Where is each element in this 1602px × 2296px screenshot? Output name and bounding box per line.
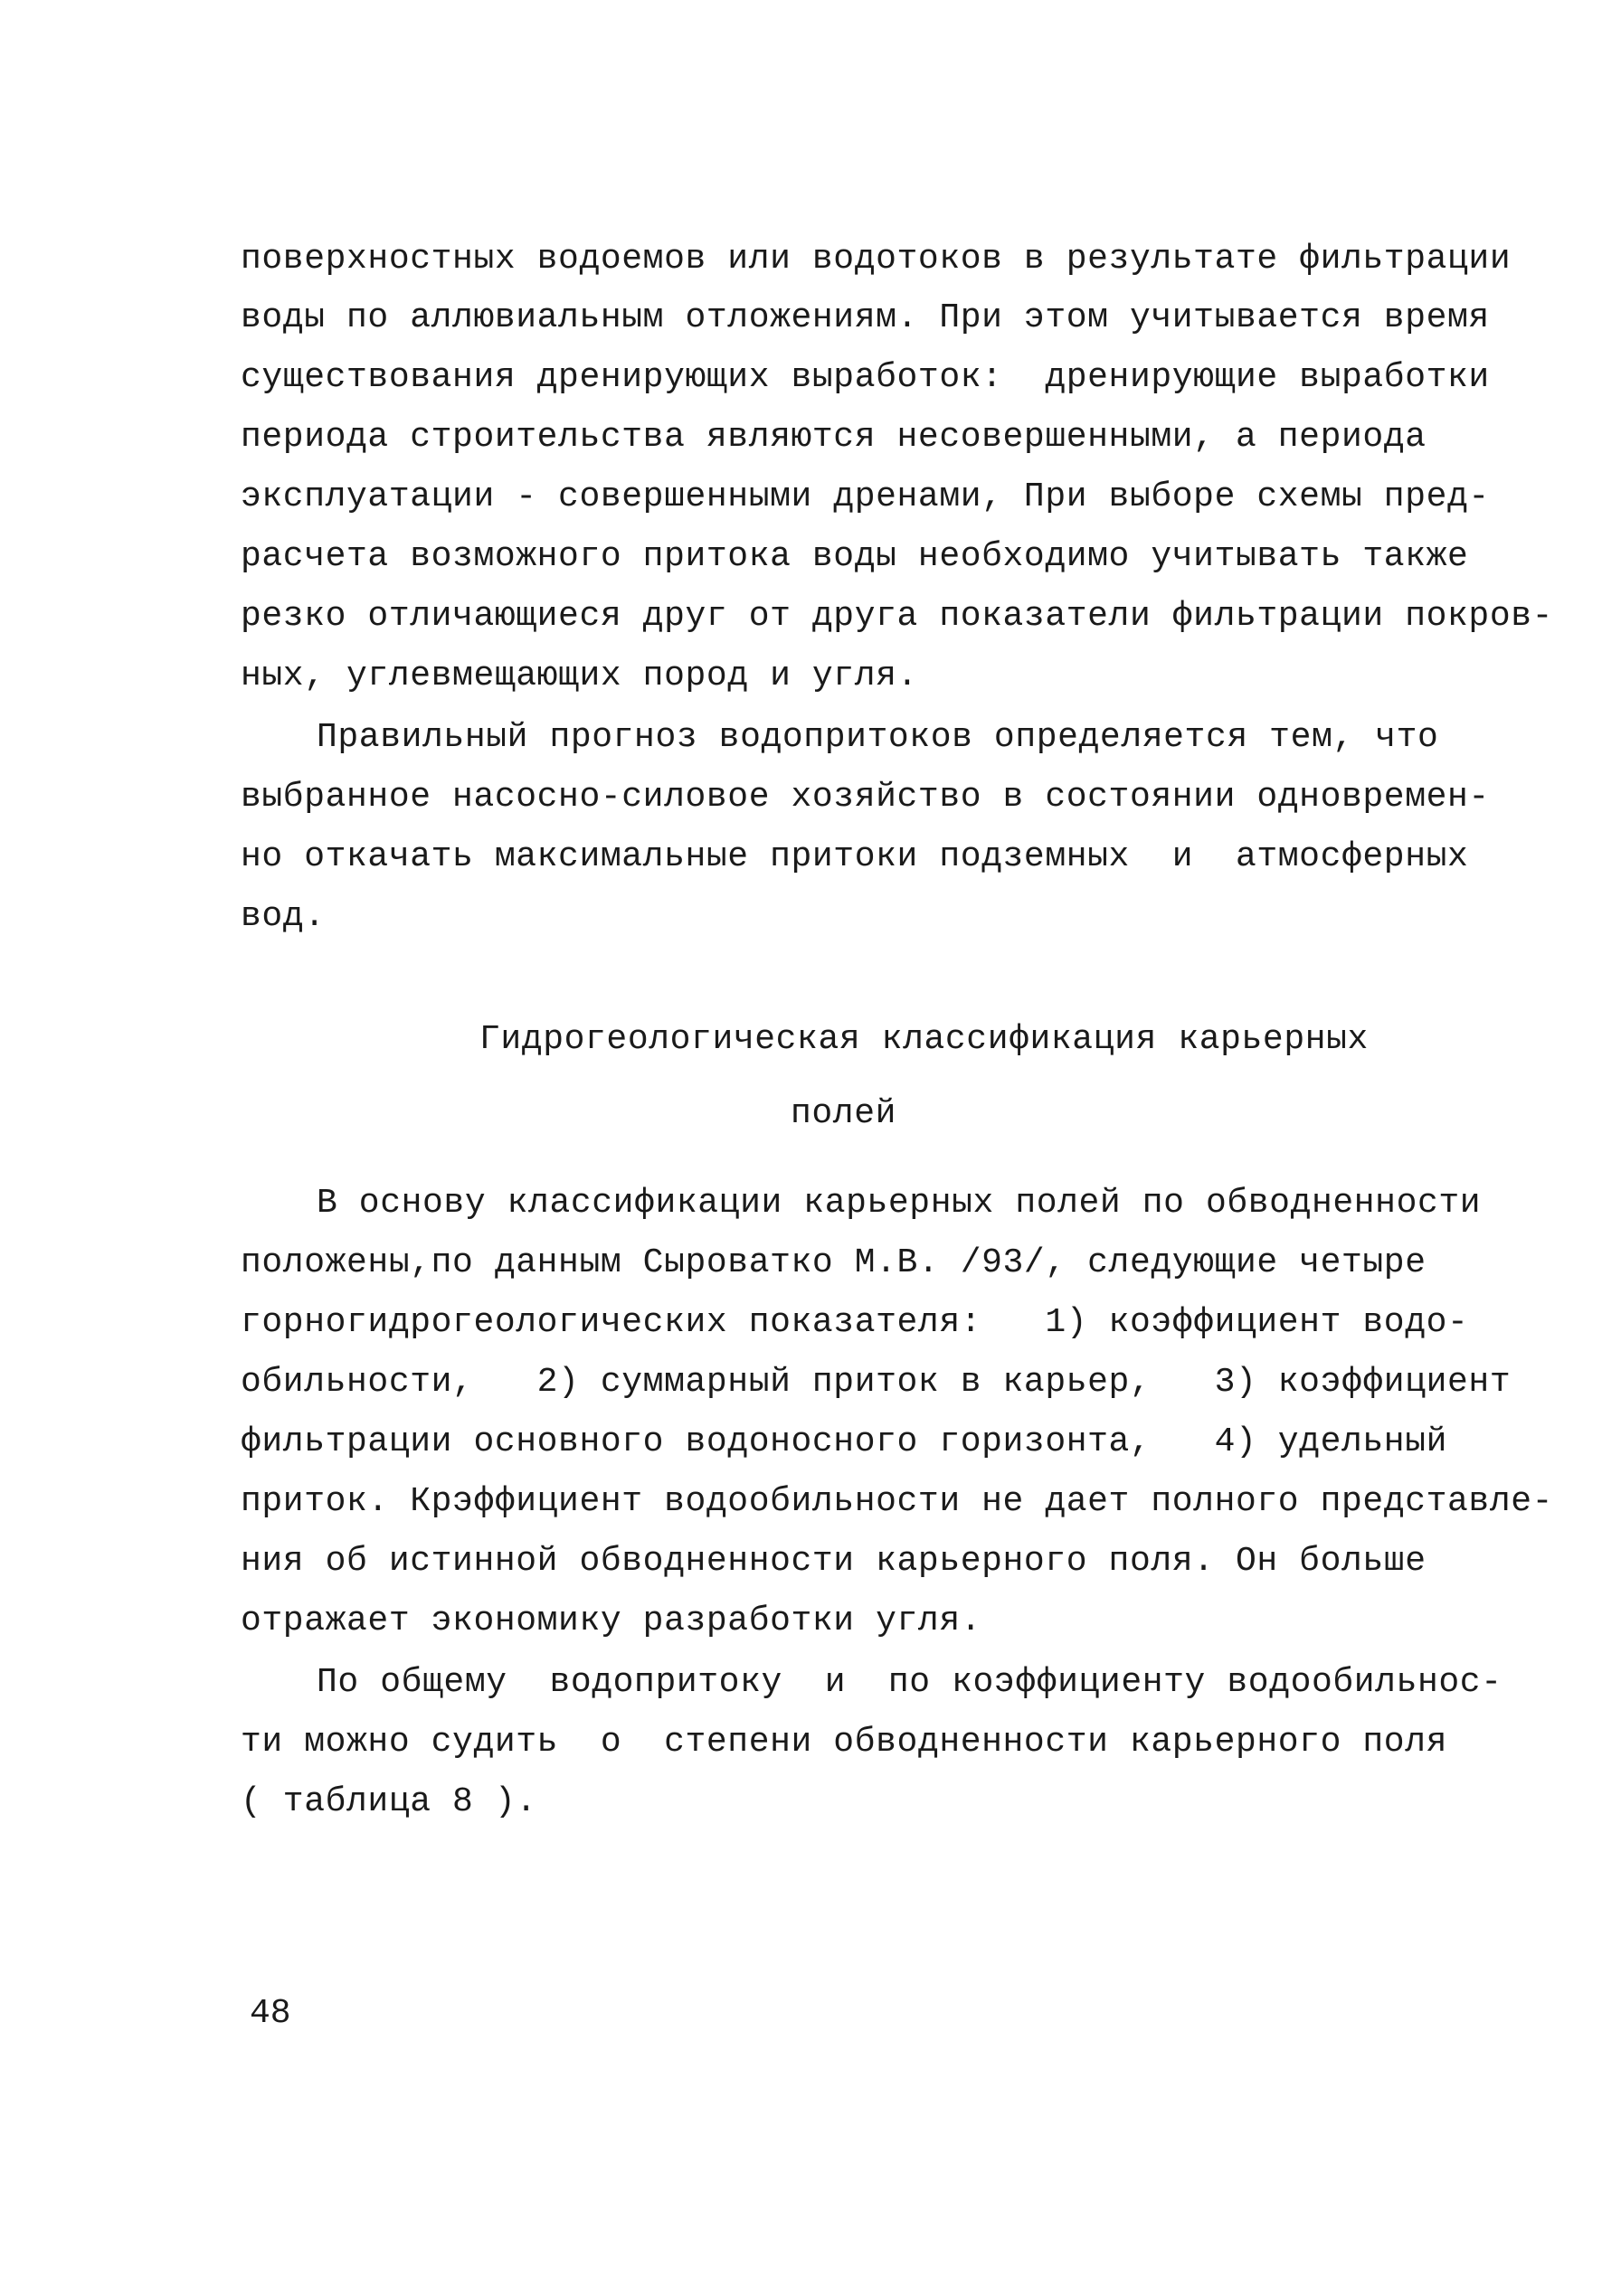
text-line: горногидрогеологических показателя: 1) коэффициент водо- xyxy=(241,1303,1469,1342)
text-line: ( таблица 8 ). xyxy=(241,1782,537,1821)
text-line: периода строительства являются несовершенными, а периода xyxy=(241,418,1427,457)
heading-line-1: Гидрогеологическая классификация карьерных xyxy=(479,1020,1369,1059)
text-line: расчета возможного притока воды необходимо учитывать также xyxy=(241,537,1469,576)
text-line: По общему водопритоку и по коэффициенту водообильнос- xyxy=(317,1663,1502,1702)
text-line: поверхностных водоемов или водотоков в результате фильтрации xyxy=(241,240,1512,279)
text-line: ния об истинной обводненности карьерного поля. Он больше xyxy=(241,1542,1427,1581)
text-line: ных, углевмещающих пород и угля. xyxy=(241,657,918,695)
text-line: эксплуатации - совершенными дренами, При выборе схемы пред- xyxy=(241,477,1490,516)
text-line: но откачать максимальные притоки подземных и атмосферных xyxy=(241,837,1469,876)
text-line: резко отличающиеся друг от друга показатели фильтрации покров- xyxy=(241,597,1554,636)
text-line: воды по аллювиальным отложениям. При этом учитывается время xyxy=(241,298,1490,337)
heading-line-2: полей xyxy=(791,1094,897,1133)
text-line: Правильный прогноз водопритоков определяется тем, что xyxy=(317,718,1439,757)
text-line: ти можно судить о степени обводненности карьерного поля xyxy=(241,1723,1448,1762)
page-number: 48 xyxy=(250,1994,291,2033)
text-line: существования дренирующих выработок: дренирующие выработки xyxy=(241,358,1490,397)
text-line: отражает экономику разработки угля. xyxy=(241,1602,982,1640)
text-line: приток. Крэффициент водообильности не дает полного представле- xyxy=(241,1482,1554,1521)
text-line: вод. xyxy=(241,897,326,936)
text-line: В основу классификации карьерных полей по обводненности xyxy=(317,1184,1482,1223)
text-line: положены,по данным Сыроватко М.В. /93/, следующие четыре xyxy=(241,1243,1427,1282)
text-line: фильтрации основного водоносного горизонта, 4) удельный xyxy=(241,1422,1448,1461)
text-line: выбранное насосно-силовое хозяйство в состоянии одновремен- xyxy=(241,778,1490,817)
text-line: обильности, 2) суммарный приток в карьер, 3) коэффициент xyxy=(241,1363,1512,1402)
